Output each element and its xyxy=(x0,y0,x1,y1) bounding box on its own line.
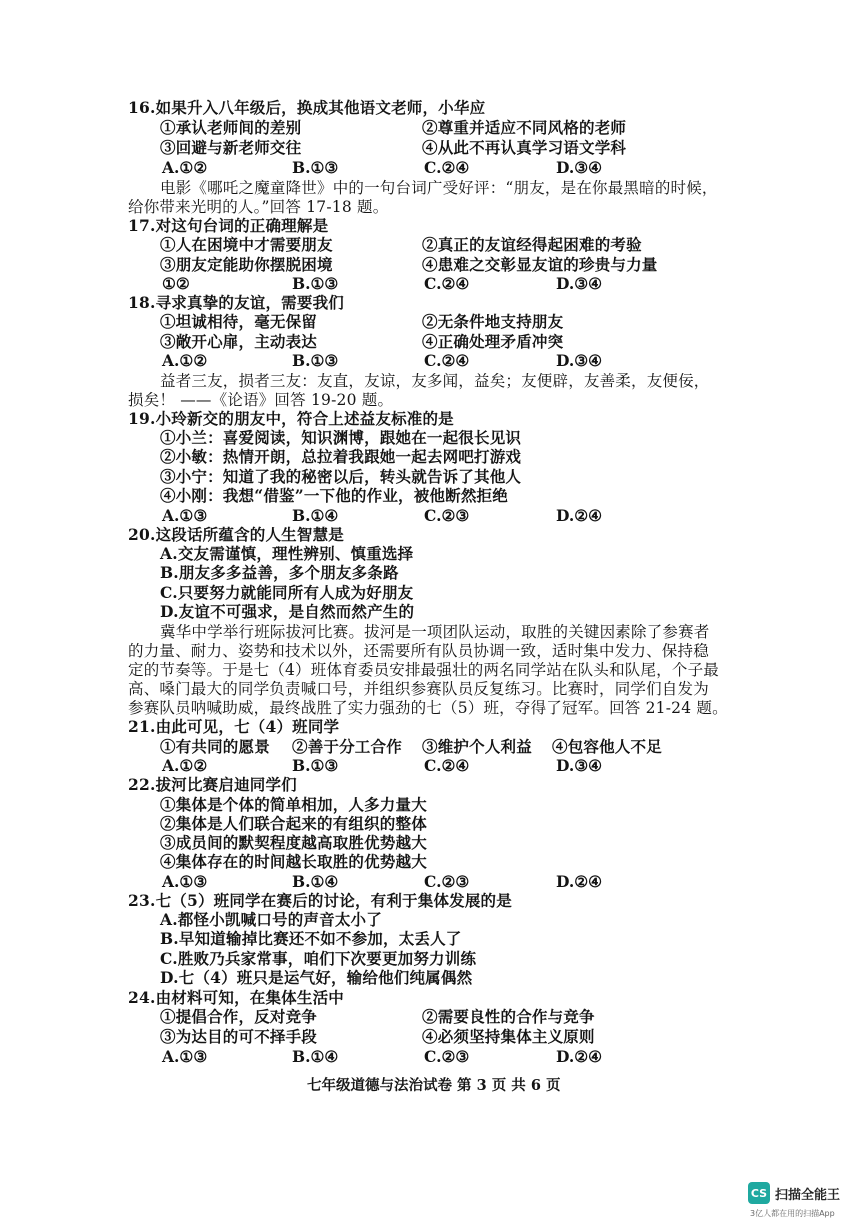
q18-choice-a: A.①② xyxy=(162,351,208,370)
q20-option-c: C.只要努力就能同所有人成为好朋友 xyxy=(160,583,414,602)
q18-option-4: ④正确处理矛盾冲突 xyxy=(422,332,564,351)
q24-option-4: ④必须坚持集体主义原则 xyxy=(422,1027,595,1046)
scanner-watermark xyxy=(748,1182,840,1204)
q24-choice-d: D.②④ xyxy=(556,1047,603,1066)
q20-option-b: B.朋友多多益善，多个朋友多条路 xyxy=(160,563,399,582)
q18-option-1: ①坦诚相待，毫无保留 xyxy=(160,312,318,331)
material-3-line-3: 定的节奏等。于是七（4）班体育委员安排最强壮的两名同学站在队头和队尾，个子最 xyxy=(128,661,719,679)
q22-option-1: ①集体是个体的简单相加，人多力量大 xyxy=(160,795,427,814)
scanner-brand: 扫描全能王 xyxy=(775,1187,841,1203)
q16-option-2: ②尊重并适应不同风格的老师 xyxy=(422,118,627,137)
question-24-stem: 24.由材料可知，在集体生活中 xyxy=(128,988,344,1007)
q18-option-3: ③敞开心扉，主动表达 xyxy=(160,332,318,351)
material-2-line-1: 益者三友，损者三友：友直，友谅，友多闻，益矣；友便辟，友善柔，友便佞， xyxy=(160,372,710,390)
q24-choice-c: C.②③ xyxy=(424,1047,470,1066)
question-20-stem: 20.这段话所蕴含的人生智慧是 xyxy=(128,525,344,544)
q18-option-2: ②无条件地支持朋友 xyxy=(422,312,564,331)
q21-choice-a: A.①② xyxy=(162,756,208,775)
question-18-stem: 18.寻求真挚的友谊，需要我们 xyxy=(128,293,344,312)
q16-choice-a: A.①② xyxy=(162,158,208,177)
question-21-stem: 21.由此可见，七（4）班同学 xyxy=(128,717,340,736)
question-19-stem: 19.小玲新交的朋友中，符合上述益友标准的是 xyxy=(128,409,454,428)
material-1-line-2: 给你带来光明的人。”回答 17-18 题。 xyxy=(128,198,389,216)
q20-option-d: D.友谊不可强求，是自然而然产生的 xyxy=(160,602,415,621)
page-footer: 七年级道德与法治试卷 第 3 页 共 6 页 xyxy=(307,1077,561,1094)
q21-option-1: ①有共同的愿景 xyxy=(160,737,270,756)
material-3-line-5: 参赛队员呐喊助威，最终战胜了实力强劲的七（5）班，夺得了冠军。回答 21-24 题。 xyxy=(128,699,728,717)
q19-option-1: ①小兰：喜爱阅读，知识渊博，跟她在一起很长见识 xyxy=(160,428,522,447)
q24-option-2: ②需要良性的合作与竞争 xyxy=(422,1007,595,1026)
q19-choice-c: C.②③ xyxy=(424,506,470,525)
q24-option-3: ③为达目的可不择手段 xyxy=(160,1027,318,1046)
q23-option-a: A.都怪小凯喊口号的声音太小了 xyxy=(160,910,382,929)
material-1-line-1: 电影《哪吒之魔童降世》中的一句台词广受好评：“朋友，是在你最黑暗的时候， xyxy=(160,179,718,197)
q19-option-4: ④小刚：我想“借鉴”一下他的作业，被他断然拒绝 xyxy=(160,486,508,505)
q21-option-4: ④包容他人不足 xyxy=(552,737,662,756)
q22-choice-b: B.①④ xyxy=(292,872,339,891)
q17-choice-a: ①② xyxy=(162,274,190,293)
q17-choice-d: D.③④ xyxy=(556,274,603,293)
q22-option-2: ②集体是人们联合起来的有组织的整体 xyxy=(160,814,427,833)
camscanner-logo-icon: CS xyxy=(748,1182,770,1204)
q19-choice-a: A.①③ xyxy=(162,506,208,525)
q23-option-b: B.早知道输掉比赛还不如不参加，太丢人了 xyxy=(160,929,462,948)
q18-choice-d: D.③④ xyxy=(556,351,603,370)
q22-choice-a: A.①③ xyxy=(162,872,208,891)
question-22-stem: 22.拔河比赛启迪同学们 xyxy=(128,775,297,794)
material-2-line-2: 损矣！ ——《论语》回答 19-20 题。 xyxy=(128,391,394,409)
q22-choice-c: C.②③ xyxy=(424,872,470,891)
material-3-line-2: 的力量、耐力、姿势和技术以外，还需要所有队员协调一致，适时集中发力、保持稳 xyxy=(128,642,709,660)
q18-choice-c: C.②④ xyxy=(424,351,470,370)
q19-option-2: ②小敏：热情开朗，总拉着我跟她一起去网吧打游戏 xyxy=(160,447,522,466)
q17-choice-c: C.②④ xyxy=(424,274,470,293)
question-23-stem: 23.七（5）班同学在赛后的讨论，有利于集体发展的是 xyxy=(128,891,512,910)
q19-option-3: ③小宁：知道了我的秘密以后，转头就告诉了其他人 xyxy=(160,467,522,486)
q21-choice-c: C.②④ xyxy=(424,756,470,775)
q24-option-1: ①提倡合作，反对竞争 xyxy=(160,1007,318,1026)
q17-option-4: ④患难之交彰显友谊的珍贵与力量 xyxy=(422,255,658,274)
q22-option-4: ④集体存在的时间越长取胜的优势越大 xyxy=(160,852,427,871)
q17-choice-b: B.①③ xyxy=(292,274,339,293)
q17-option-1: ①人在困境中才需要朋友 xyxy=(160,235,333,254)
q20-option-a: A.交友需谨慎，理性辨别、慎重选择 xyxy=(160,544,414,563)
q21-choice-d: D.③④ xyxy=(556,756,603,775)
q21-option-2: ②善于分工合作 xyxy=(292,737,402,756)
q16-option-3: ③回避与新老师交往 xyxy=(160,138,302,157)
q16-choice-c: C.②④ xyxy=(424,158,470,177)
q23-option-d: D.七（4）班只是运气好，输给他们纯属偶然 xyxy=(160,968,473,987)
q23-option-c: C.胜败乃兵家常事，咱们下次要更加努力训练 xyxy=(160,949,477,968)
q24-choice-a: A.①③ xyxy=(162,1047,208,1066)
material-3-line-4: 高、嗓门最大的同学负责喊口号，并组织参赛队员反复练习。比赛时，同学们自发为 xyxy=(128,680,709,698)
q16-choice-d: D.③④ xyxy=(556,158,603,177)
question-16-stem: 16.如果升入八年级后，换成其他语文老师，小华应 xyxy=(128,98,486,117)
q19-choice-d: D.②④ xyxy=(556,506,603,525)
scanner-tagline: 3亿人都在用的扫描App xyxy=(750,1209,835,1218)
q16-option-4: ④从此不再认真学习语文学科 xyxy=(422,138,627,157)
q21-choice-b: B.①③ xyxy=(292,756,339,775)
q18-choice-b: B.①③ xyxy=(292,351,339,370)
q24-choice-b: B.①④ xyxy=(292,1047,339,1066)
q19-choice-b: B.①④ xyxy=(292,506,339,525)
q21-option-3: ③维护个人利益 xyxy=(422,737,532,756)
q22-option-3: ③成员间的默契程度越高取胜优势越大 xyxy=(160,833,427,852)
q17-option-2: ②真正的友谊经得起困难的考验 xyxy=(422,235,642,254)
q22-choice-d: D.②④ xyxy=(556,872,603,891)
material-3-line-1: 冀华中学举行班际拔河比赛。拔河是一项团队运动，取胜的关键因素除了参赛者 xyxy=(160,623,710,641)
q16-option-1: ①承认老师间的差别 xyxy=(160,118,302,137)
question-17-stem: 17.对这句台词的正确理解是 xyxy=(128,216,329,235)
q16-choice-b: B.①③ xyxy=(292,158,339,177)
q17-option-3: ③朋友定能助你摆脱困境 xyxy=(160,255,333,274)
